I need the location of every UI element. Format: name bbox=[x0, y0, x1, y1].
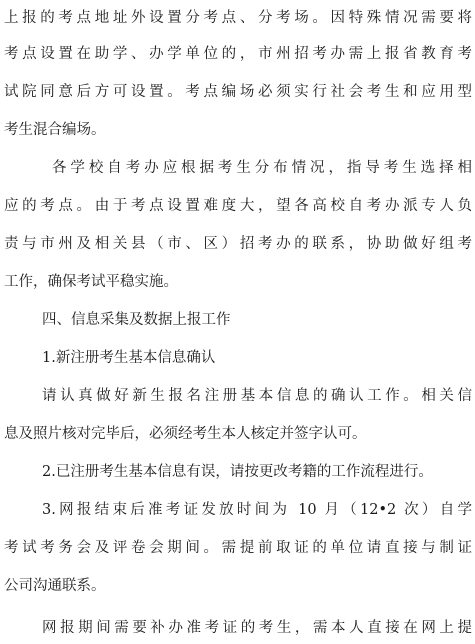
paragraph-line: 3.网报结束后准考证发放时间为 10 月（12•2 次）自学 bbox=[42, 502, 472, 518]
paragraph-line: 考试考务会及评卷会期间。需提前取证的单位请直接与制证 bbox=[4, 540, 472, 556]
paragraph-line: 网报期间需要补办准考证的考生，需本人直接在网上提 bbox=[42, 620, 472, 636]
paragraph-line: 上报的考点地址外设置分考点、分考场。因特殊情况需要将 bbox=[4, 10, 472, 26]
paragraph-line: 2.已注册考生基本信息有误，请按更改考籍的工作流程进行。 bbox=[42, 464, 433, 480]
paragraph-line: 责与市州及相关县（市、区）招考办的联系，协助做好组考 bbox=[4, 236, 472, 252]
subsection-heading: 1.新注册考生基本信息确认 bbox=[42, 350, 216, 366]
section-heading: 四、信息采集及数据上报工作 bbox=[42, 312, 231, 328]
paragraph-line: 工作，确保考试平稳实施。 bbox=[4, 274, 178, 290]
paragraph-line: 考点设置在助学、办学单位的，市州招考办需上报省教育考 bbox=[4, 46, 472, 62]
paragraph-line: 各学校自考办应根据考生分布情况，指导考生选择相 bbox=[52, 160, 472, 176]
paragraph-line: 应的考点。由于考点设置难度大，望各高校自考办派专人负 bbox=[4, 198, 472, 214]
paragraph-line: 公司沟通联系。 bbox=[4, 578, 106, 594]
paragraph-line: 试院同意后方可设置。考点编场必须实行社会考生和应用型 bbox=[4, 84, 472, 100]
paragraph-line: 息及照片核对完毕后，必须经考生本人核定并签字认可。 bbox=[4, 426, 367, 442]
paragraph-line: 考生混合编场。 bbox=[4, 122, 106, 138]
paragraph-line: 请认真做好新生报名注册基本信息的确认工作。相关信 bbox=[42, 388, 472, 404]
